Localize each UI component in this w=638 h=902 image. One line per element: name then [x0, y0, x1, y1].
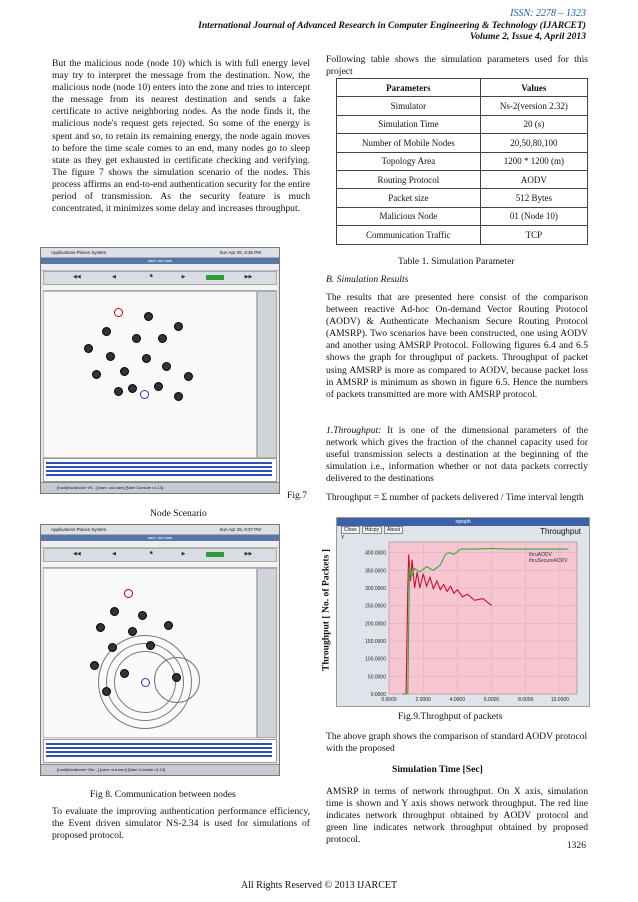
- node: [162, 362, 171, 371]
- event-log: [43, 739, 277, 763]
- node: [90, 661, 99, 670]
- about-button[interactable]: About: [384, 526, 403, 534]
- taskbar: [root@localhost:~/N...] [nam: out.nam] [Nam Console v1.13]: [41, 482, 279, 493]
- taskbar: [root@localhost:~/Ne...] [nam: out.nam] [Nam Console v1.13]: [41, 764, 279, 775]
- final-paragraph: AMSRP in terms of network throughput. On X axis, simulation time is shown and Y axis shows network throughput. The red line indicates network throughput obtained by AODV protocol and green line indicates network throughput obtained by proposed protocol.: [326, 786, 588, 846]
- table-row: [337, 134, 588, 152]
- volume-info: Volume 2, Issue 4, April 2013: [469, 31, 586, 42]
- malicious-node: [140, 390, 149, 399]
- chart-title: Throughput: [540, 527, 581, 536]
- footer: All Rights Reserved © 2013 IJARCET: [240, 880, 398, 891]
- rewind-icon[interactable]: ◀◀: [72, 275, 81, 280]
- node: [146, 641, 155, 650]
- page-number: 1326: [566, 840, 586, 851]
- forward-icon[interactable]: ▶▶: [244, 552, 253, 557]
- fig7-caption: Node Scenario: [150, 508, 207, 519]
- table-intro: Following table shows the simulation parameters used for this project: [326, 54, 588, 78]
- log-line: [46, 470, 272, 472]
- results-paragraph: The results that are presented here consist of the comparison between reactive Ad-hoc On-demand Vector Routing Protocol (AODV) & Authenticate Mechanism Secure Routing Protocol (AMSRP). Two scenarios have been constructed, one using AODV and another using AMSRP Protocol. Following figures 6.4 and 6.5 shows the graph for throughput of packets. Throughput of packet using AMSRP is more as compared to AODV, because packet loss in AMSRP is minimum as shown in figure 6.5. Hence the numbers of packets transmitted are more with AMSRP protocol.: [326, 292, 588, 400]
- nam-menu: [41, 541, 279, 548]
- y-tick-label: 100.0000: [365, 656, 386, 663]
- fig8-caption: Fig 8. Communication between nodes: [90, 789, 236, 800]
- menu-bar-text: Applications Places System: [51, 250, 107, 255]
- table-cell: 512 Bytes: [480, 189, 587, 207]
- table-cell: TCP: [480, 226, 587, 244]
- node-scenario-screenshot: [40, 247, 280, 494]
- node: [174, 322, 183, 331]
- x-tick-label: 4.0000: [449, 697, 466, 703]
- table-header: Values: [480, 79, 587, 97]
- node: [138, 611, 147, 620]
- node: [96, 623, 105, 632]
- table-cell: Simulation Time: [337, 115, 481, 133]
- y-tick-label: 350.0000: [365, 568, 386, 575]
- legend-entry: thruAODV: [529, 552, 552, 558]
- x-axis-label: Simulation Time [Sec]: [392, 764, 483, 775]
- table-cell: Routing Protocol: [337, 170, 481, 188]
- playback-controls: [43, 271, 277, 285]
- play-icon[interactable]: ▶: [181, 552, 186, 557]
- table-row: [337, 226, 588, 244]
- time-slider[interactable]: [206, 552, 224, 557]
- window-title: nam: out.nam: [147, 535, 173, 540]
- back-icon[interactable]: ◀: [112, 552, 116, 557]
- malicious-node: [141, 678, 150, 687]
- table-row: [337, 189, 588, 207]
- throughput-formula: Throughput = Σ number of packets delivered / Time interval length: [326, 492, 584, 503]
- table-row: [337, 97, 588, 115]
- fig9-caption: Fig.9.Throghput of packets: [398, 711, 503, 722]
- hardcopy-button[interactable]: Hdcpy: [362, 526, 382, 534]
- table-cell: Ns-2(version 2.32): [480, 97, 587, 115]
- zoom-panel: [257, 291, 277, 458]
- table-header-row: [337, 79, 588, 97]
- communication-screenshot: [40, 524, 280, 776]
- table-cell: Topology Area: [337, 152, 481, 170]
- log-line: [46, 462, 272, 464]
- xgraph-window: [336, 517, 590, 707]
- window-title: nam: out.nam: [147, 258, 173, 263]
- node: [164, 621, 173, 630]
- y-tick-label: 300.0000: [365, 585, 386, 592]
- table-cell: Communication Traffic: [337, 226, 481, 244]
- table-cell: AODV: [480, 170, 587, 188]
- log-line: [46, 755, 272, 757]
- node: [102, 687, 111, 696]
- node: [132, 334, 141, 343]
- table-cell: Simulator: [337, 97, 481, 115]
- node-canvas: [43, 291, 257, 458]
- clock-text: Sun Apr 25, 9:37 PM: [219, 527, 261, 532]
- table-cell: 20,50,80,100: [480, 134, 587, 152]
- node: [184, 372, 193, 381]
- x-tick-label: 2.0000: [415, 697, 431, 703]
- log-line: [46, 747, 272, 749]
- node: [114, 387, 123, 396]
- throughput-heading: 1.Throughput:: [326, 425, 382, 436]
- node: [92, 370, 101, 379]
- y-tick-label: 50.0000: [367, 674, 386, 681]
- forward-icon[interactable]: ▶▶: [244, 275, 253, 280]
- table-cell: 20 (s): [480, 115, 587, 133]
- table-row: [337, 152, 588, 170]
- table-row: [337, 170, 588, 188]
- log-line: [46, 474, 272, 476]
- node: [120, 669, 129, 678]
- node: [102, 327, 111, 336]
- left-paragraph-1: But the malicious node (node 10) which is with full energy level may try to interpret the message from the destination. Now, the malicious node (node 10) enters into the zone and tries to intercept the message from its nearest destination and sends a fake certificate to active neighboring nodes. As the node finds it, the malicious node's request gets rejected. So some of the energy is spent and so, to retain its remaining energy, the node again moves to before the time scale comes to an end, many nodes go to sleep state as they get exhausted in certificate checking and verifying. The figure 7 shows the simulation scenario of the nodes. This process affirms an end-to-end authentication security for the entire period of transmission. As the security feature is much concentrated, it minimizes some delay and increases throughput.: [52, 58, 310, 215]
- node: [110, 607, 119, 616]
- menu-bar-text: Applications Places System: [51, 527, 107, 532]
- y-tick-label: 0.0000: [370, 692, 386, 698]
- log-line: [46, 466, 272, 468]
- legend-entry: thruSecureAODV: [529, 558, 568, 564]
- node: [120, 367, 129, 376]
- play-icon[interactable]: ▶: [181, 275, 186, 280]
- clock-text: Sun Apr 25, 9:35 PM: [219, 250, 261, 255]
- node: [114, 308, 123, 317]
- table-header: Parameters: [337, 79, 481, 97]
- back-icon[interactable]: ◀: [112, 275, 116, 280]
- x-tick-label: 0.0000: [381, 697, 397, 703]
- table-cell: Malicious Node: [337, 207, 481, 225]
- close-button[interactable]: Close: [341, 526, 360, 534]
- xgraph-title: xgraph: [455, 519, 471, 525]
- table-caption: Table 1. Simulation Parameter: [398, 256, 515, 267]
- table-cell: Number of Mobile Nodes: [337, 134, 481, 152]
- playback-controls: [43, 548, 277, 562]
- y-tick-label: 150.0000: [365, 638, 386, 645]
- y-tick-label: 250.0000: [365, 603, 386, 610]
- node: [174, 392, 183, 401]
- x-tick-label: 8.0000: [518, 697, 534, 703]
- table-cell: 01 (Node 10): [480, 207, 587, 225]
- throughput-paragraph: [326, 425, 588, 485]
- node: [172, 673, 181, 682]
- y-axis-letter: Y: [341, 535, 345, 541]
- table-row: [337, 115, 588, 133]
- x-tick-label: 6.0000: [483, 697, 500, 703]
- table-cell: 1200 * 1200 (m): [480, 152, 587, 170]
- node: [108, 643, 117, 652]
- zoom-panel: [257, 568, 277, 738]
- simulation-parameter-table: [336, 78, 588, 245]
- throughput-text: It is one of the dimensional parameters of the network which gives the fraction of the channel capacity used for useful transmission selects a destination at the beginning of the simulation i.e., information whether or not data packets correctly delivered to the destinations: [326, 425, 588, 485]
- log-line: [46, 743, 272, 745]
- y-tick-label: 200.0000: [365, 621, 386, 628]
- stop-icon[interactable]: ■: [149, 551, 153, 556]
- node: [128, 627, 137, 636]
- y-axis-label: Throughput [ No. of Packets ]: [320, 549, 332, 671]
- left-paragraph-2: To evaluate the improving authentication performance efficiency, the Event driven simulator NS-2.34 is used for simulations of proposed protocol.: [52, 806, 310, 842]
- node: [106, 352, 115, 361]
- final-paragraph-start: The above graph shows the comparison of standard AODV protocol with the proposed: [326, 731, 588, 755]
- journal-title: International Journal of Advanced Research in Computer Engineering & Technology (IJARCET): [198, 20, 586, 31]
- throughput-chart: [337, 518, 589, 706]
- plot-area: [389, 542, 577, 694]
- table-cell: Packet size: [337, 189, 481, 207]
- nam-menu: [41, 264, 279, 271]
- x-tick-label: 10.0000: [550, 697, 569, 703]
- node: [128, 384, 137, 393]
- node: [144, 312, 153, 321]
- node-canvas: [43, 568, 257, 738]
- node: [142, 354, 151, 363]
- time-slider[interactable]: [206, 275, 224, 280]
- stop-icon[interactable]: ■: [149, 274, 153, 279]
- node: [84, 344, 93, 353]
- node: [158, 334, 167, 343]
- y-tick-label: 400.0000: [365, 550, 386, 557]
- issn: ISSN: 2278 – 1323: [510, 8, 586, 19]
- node: [124, 589, 133, 598]
- table-row: [337, 207, 588, 225]
- fig7-label: Fig.7: [287, 490, 307, 501]
- log-line: [46, 751, 272, 753]
- event-log: [43, 458, 277, 482]
- node: [154, 382, 163, 391]
- rewind-icon[interactable]: ◀◀: [72, 552, 81, 557]
- section-heading: B. Simulation Results: [326, 274, 409, 285]
